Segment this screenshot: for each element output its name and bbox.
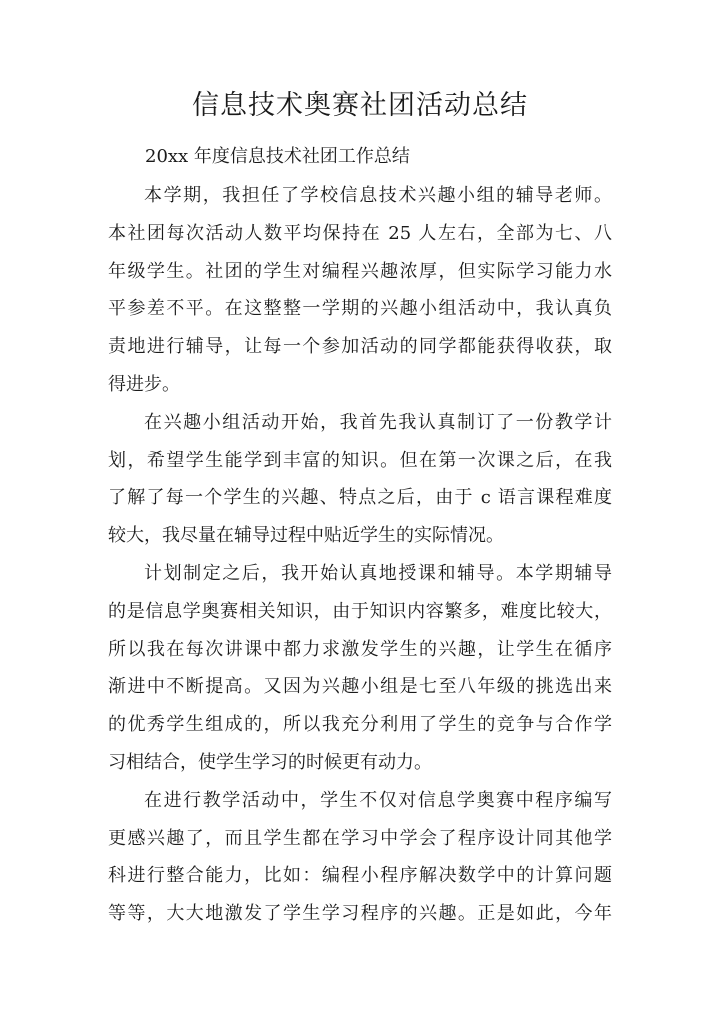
paragraph-line: 得进步。 <box>108 373 180 395</box>
paragraph-3 <box>108 555 612 782</box>
paragraph-line: 在进行教学活动中，学生不仅对信息学奥赛中程序编写 <box>144 789 612 811</box>
paragraph-line: 的是信息学奥赛相关知识，由于知识内容繁多，难度比较大， <box>108 600 612 622</box>
paragraph-line: 渐进中不断提高。又因为兴趣小组是七至八年级的挑选出来 <box>108 676 612 698</box>
document-title: 信息技术奥赛社团活动总结 <box>192 90 528 121</box>
paragraph-line: 平参差不平。在这整整一学期的兴趣小组活动中，我认真负 <box>108 298 612 320</box>
paragraph-4 <box>108 782 612 933</box>
paragraph-line: 本社团每次活动人数平均保持在 25 人左右，全部为七、八 <box>108 222 612 244</box>
document-body <box>108 177 612 933</box>
paragraph-line: 科进行整合能力，比如：编程小程序解决数学中的计算问题 <box>108 865 612 887</box>
paragraph-line: 较大，我尽量在辅导过程中贴近学生的实际情况。 <box>108 525 504 547</box>
paragraph-line: 所以我在每次讲课中都力求激发学生的兴趣，让学生在循序 <box>108 638 612 660</box>
paragraph-line: 计划制定之后，我开始认真地授课和辅导。本学期辅导 <box>144 562 612 584</box>
document-subtitle: 20xx 年度信息技术社团工作总结 <box>145 146 410 167</box>
paragraph-line: 本学期，我担任了学校信息技术兴趣小组的辅导老师。 <box>144 185 612 206</box>
paragraph-line: 年级学生。社团的学生对编程兴趣浓厚，但实际学习能力水 <box>108 260 612 282</box>
paragraph-line: 划，希望学生能学到丰富的知识。但在第一次课之后，在我 <box>108 449 612 471</box>
paragraph-line: 更感兴趣了，而且学生都在学习中学会了程序设计同其他学 <box>108 827 612 849</box>
paragraph-line: 在兴趣小组活动开始，我首先我认真制订了一份教学计 <box>144 411 612 433</box>
paragraph-2 <box>108 404 612 555</box>
paragraph-line: 等等，大大地激发了学生学习程序的兴趣。正是如此，今年 <box>108 903 612 925</box>
paragraph-line: 责地进行辅导，让每一个参加活动的同学都能获得收获，取 <box>108 336 612 358</box>
paragraph-1 <box>108 177 612 404</box>
paragraph-line: 了解了每一个学生的兴趣、特点之后，由于 c 语言课程难度 <box>108 487 612 509</box>
paragraph-line: 习相结合，使学生学习的时候更有动力。 <box>108 751 432 773</box>
paragraph-line: 的优秀学生组成的，所以我充分利用了学生的竞争与合作学 <box>108 714 612 736</box>
